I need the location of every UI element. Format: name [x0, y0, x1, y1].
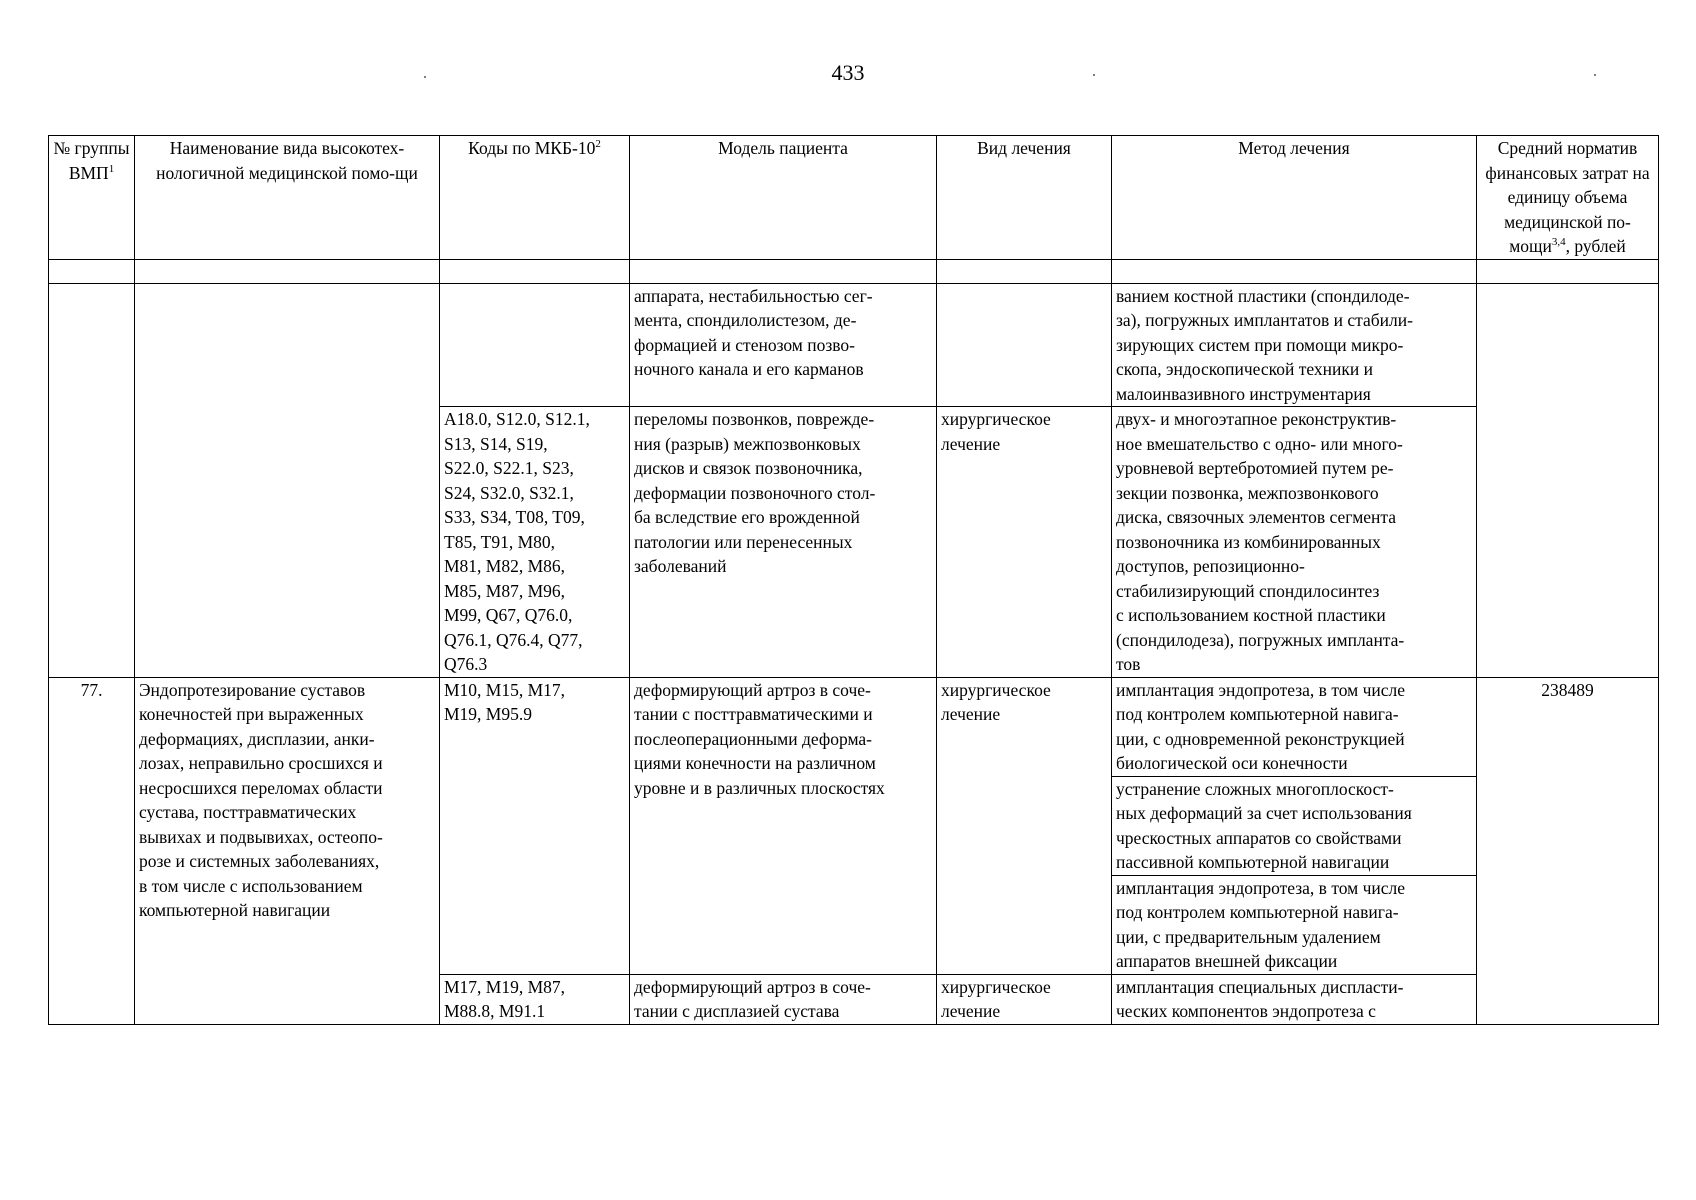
spacer-cell [630, 259, 937, 283]
spacer-cell [1477, 259, 1659, 283]
patient-model-cell: переломы позвонков, поврежде- ния (разрыв) межпозвонковых дисков и связок позвоночника, деформации позвоночного стол- ба вследствие его врожденной патологии или перенесенных заболеваний [630, 407, 937, 678]
method-item: устранение сложных многоплоскост- ных деформаций за счет использования чрескостных аппаратов со свойствами пассивной компьютерной навигации [1112, 777, 1476, 876]
spacer-row [49, 259, 1659, 283]
group-no-cell: 77. [49, 677, 135, 1024]
codes-cell: A18.0, S12.0, S12.1, S13, S14, S19, S22.0, S22.1, S23, S24, S32.0, S32.1, S33, S34, T08, T09, T85, T91, M80, M81, M82, M86, M85, M87, M96, M99, Q67, Q76.0, Q76.1, Q76.4, Q77, Q76.3 [440, 407, 630, 678]
scan-speck [424, 76, 426, 78]
spacer-cell [135, 259, 440, 283]
method-cell [1112, 677, 1477, 974]
method-item: имплантация эндопротеза, в том числе под контролем компьютерной навига- ции, с одновременной реконструкцией биологической оси конечности [1112, 678, 1476, 777]
scan-speck [1594, 74, 1596, 76]
treatment-type-cell: хирургическое лечение [937, 677, 1112, 974]
cost-cell: 238489 [1477, 677, 1659, 1024]
codes-cell: M10, M15, M17, M19, M95.9 [440, 677, 630, 974]
treatment-type-cell [937, 283, 1112, 407]
name-cell [135, 283, 440, 677]
header-treatment-type: Вид лечения [937, 136, 1112, 260]
method-cell: двух- и многоэтапное реконструктив- ное вмешательство с одно- или много- уровневой вертебротомией путем ре- зекции позвонка, межпозвонкового диска, связочных элементов сегмента позвоночника из комбинированных доступов, репозиционно- стабилизирующий спондилосинтез с использованием костной пластики (спондилодеза), погружных импланта- тов [1112, 407, 1477, 678]
codes-cell [440, 283, 630, 407]
header-group-no: № группы ВМП$^1$ [49, 136, 135, 260]
spacer-cell [937, 259, 1112, 283]
header-name: Наименование вида высокотех-нологичной медицинской помо-щи [135, 136, 440, 260]
spacer-cell [49, 259, 135, 283]
header-patient-model: Модель пациента [630, 136, 937, 260]
spacer-cell [1112, 259, 1477, 283]
codes-cell: M17, M19, M87, M88.8, M91.1 [440, 974, 630, 1024]
method-cell: ванием костной пластики (спондилоде- за), погружных имплантатов и стабили- зирующих систем при помощи микро- скопа, эндоскопической техники и малоинвазивного инструментария [1112, 283, 1477, 407]
treatment-type-cell: хирургическое лечение [937, 974, 1112, 1024]
scan-speck [1093, 74, 1095, 76]
vmp-table [48, 135, 1659, 1025]
header-cost: Средний норматив финансовых затрат на единицу объема медицинской по-мощи$^{3,4}$, рублей [1477, 136, 1659, 260]
patient-model-cell: аппарата, нестабильностью сег- мента, спондилолистезом, де- формацией и стенозом позво- ночного канала и его карманов [630, 283, 937, 407]
patient-model-cell: деформирующий артроз в соче- тании с посттравматическими и послеоперационными деформа- циями конечности на различном уровне и в различных плоскостях [630, 677, 937, 974]
patient-model-cell: деформирующий артроз в соче- тании с дисплазией сустава [630, 974, 937, 1024]
header-method: Метод лечения [1112, 136, 1477, 260]
spacer-cell [440, 259, 630, 283]
page-number: 433 [831, 60, 865, 85]
header-row [49, 136, 1659, 260]
table-row [49, 677, 1659, 974]
treatment-type-cell: хирургическое лечение [937, 407, 1112, 678]
group-no-cell [49, 283, 135, 677]
name-cell: Эндопротезирование суставов конечностей при выраженных деформациях, дисплазии, анки- лозах, неправильно сросшихся и несросшихся переломах области сустава, посттравматических вывихах и подвывихах, остеопо- розе и системных заболеваниях, в том числе с использованием компьютерной навигации [135, 677, 440, 1024]
cost-cell [1477, 283, 1659, 677]
method-cell: имплантация специальных диспласти- ческих компонентов эндопротеза с [1112, 974, 1477, 1024]
method-item: имплантация эндопротеза, в том числе под контролем компьютерной навига- ции, с предварительным удалением аппаратов внешней фиксации [1116, 877, 1406, 971]
table-row [49, 283, 1659, 407]
header-codes: Коды по МКБ-$10^2$ [440, 136, 630, 260]
